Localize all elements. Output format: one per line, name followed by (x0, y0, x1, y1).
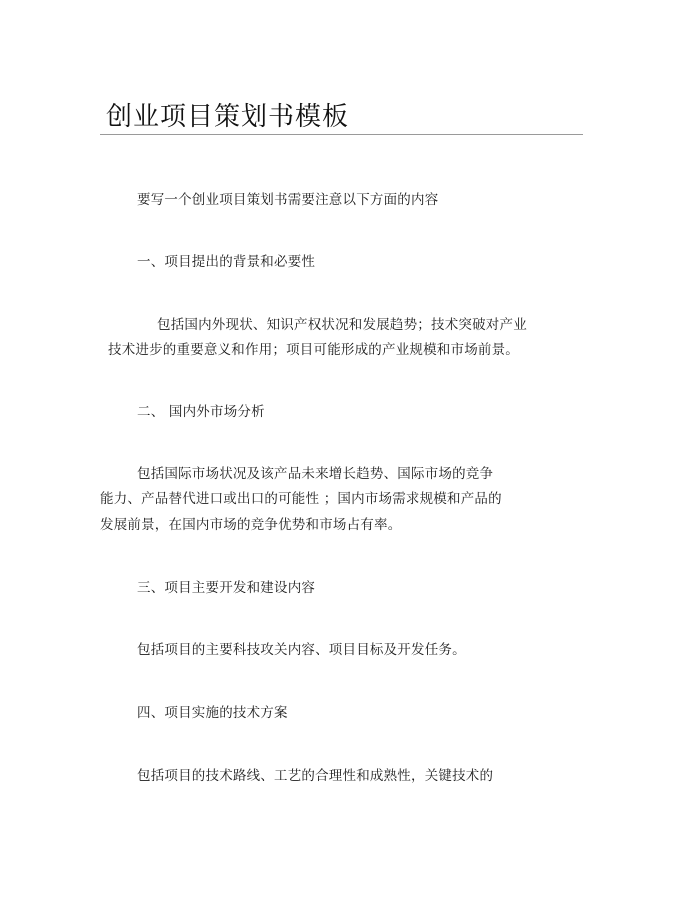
intro-text: 要写一个创业项目策划书需要注意以下方面的内容 (137, 192, 439, 208)
section-2-body-line: 发展前景，在国内市场的竞争优势和市场占有率。 (100, 517, 402, 533)
page-title: 创业项目策划书模板 (106, 102, 350, 132)
section-2-heading: 二、 国内外市场分析 (137, 404, 265, 420)
section-1-body-line: 包括国内外现状、知识产权状况和发展趋势；技术突破对产业 (157, 317, 527, 333)
section-2-body-line: 包括国际市场状况及该产品未来增长趋势、国际市场的竞争 (137, 466, 494, 482)
section-1-body-line: 技术进步的重要意义和作用；项目可能形成的产业规模和市场前景。 (108, 342, 519, 358)
section-4-heading: 四、项目实施的技术方案 (137, 705, 288, 721)
section-1-heading: 一、项目提出的背景和必要性 (137, 254, 316, 270)
section-4-body-line: 包括项目的技术路线、工艺的合理性和成熟性，关键技术的 (137, 768, 494, 784)
title-underline (100, 134, 583, 135)
section-2-body-line: 能力、产品替代进口或出口的可能性 ；国内市场需求规模和产品的 (100, 491, 502, 507)
section-3-body-line: 包括项目的主要科技攻关内容、项目目标及开发任务。 (137, 642, 466, 658)
section-3-heading: 三、项目主要开发和建设内容 (137, 580, 316, 596)
